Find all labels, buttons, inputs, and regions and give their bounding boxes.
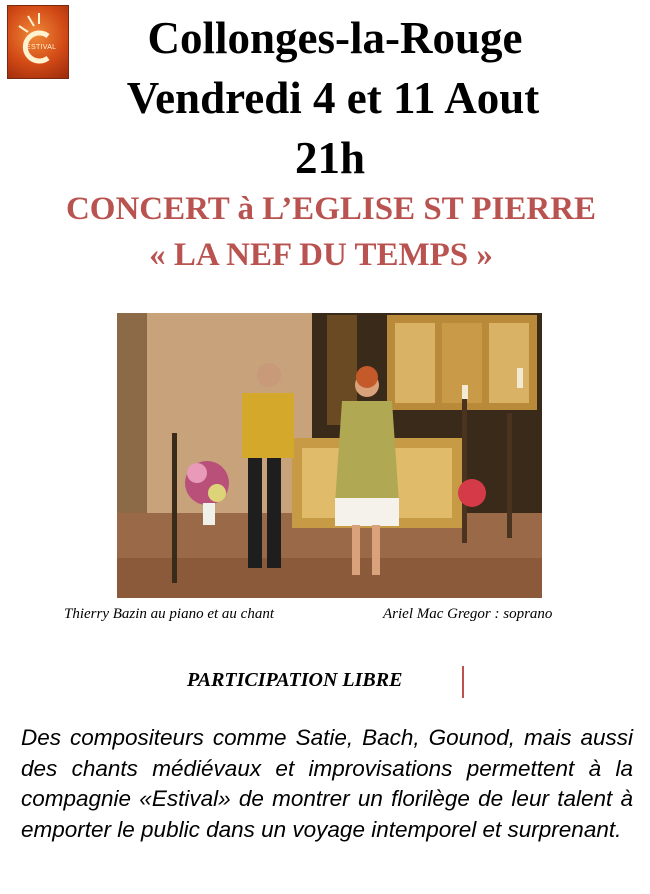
- estival-logo-text: ESTIVAL: [26, 44, 57, 51]
- date-title: Vendredi 4 et 11 Aout: [126, 73, 540, 123]
- concert-photo: [117, 313, 542, 598]
- concert-title: CONCERT à L’EGLISE ST PIERRE: [65, 191, 597, 227]
- program-title: « LA NEF DU TEMPS »: [149, 237, 493, 273]
- photo-caption-right: Ariel Mac Gregor : soprano: [383, 606, 553, 622]
- participation-label: PARTICIPATION LIBRE: [187, 669, 403, 691]
- event-description: Des compositeurs comme Satie, Bach, Gounod, mais aussi des chants médiévaux et improvisations permettent à la compagnie «Estival» de montrer un florilège de leur talent à emporter le public dans un voyage intemporel et surprenant.: [21, 725, 633, 842]
- text-cursor: [462, 666, 464, 698]
- town-title: Collonges-la-Rouge: [147, 13, 523, 63]
- photo-caption-left: Thierry Bazin au piano et au chant: [64, 606, 274, 622]
- time-title: 21h: [294, 133, 366, 183]
